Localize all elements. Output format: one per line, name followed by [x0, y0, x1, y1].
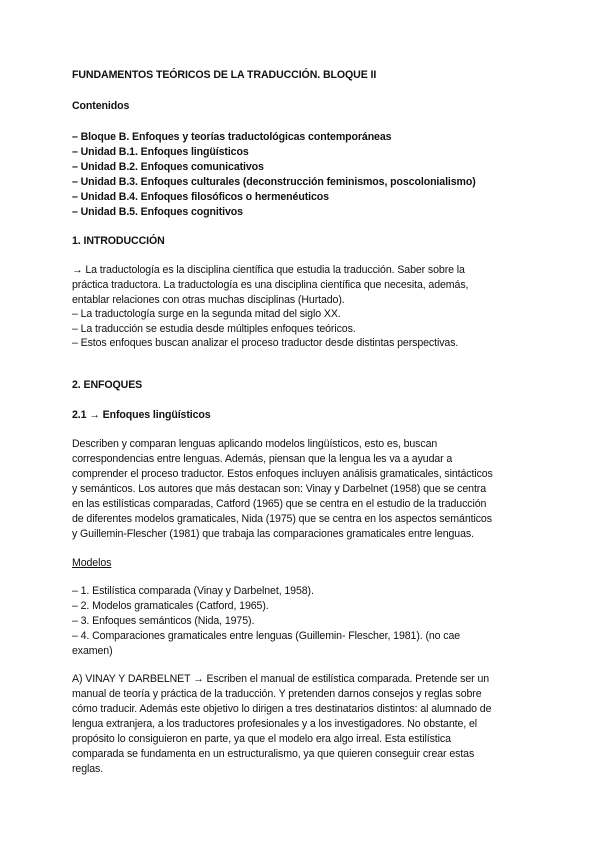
contents-item: – Unidad B.2. Enfoques comunicativos [72, 161, 264, 173]
paragraph-line: y semánticos. Los autores que más destacan son: Vinay y Darbelnet (1958) que se centra [72, 483, 487, 495]
vinay-line: reglas. [72, 763, 104, 775]
model-item: examen) [72, 645, 113, 657]
contents-item: – Unidad B.1. Enfoques lingüísticos [72, 146, 249, 158]
vinay-line: propósito lo consiguieron en parte, ya que el modelo era algo irreal. Esta estilística [72, 733, 451, 745]
paragraph-line: de diferentes modelos gramaticales, Nida (1975) que se centra en los aspectos semánticos [72, 513, 492, 525]
vinay-line: lengua extranjera, a los traductores profesionales y a los investigadores. No obstante, el [72, 718, 477, 730]
section-2-1-heading: 2.1 → Enfoques lingüísticos [72, 409, 211, 421]
contents-heading: Contenidos [72, 100, 130, 112]
paragraph-line: Describen y comparan lenguas aplicando modelos lingüísticos, esto es, buscan [72, 438, 438, 450]
contents-item: – Bloque B. Enfoques y teorías traductológicas contemporáneas [72, 131, 392, 143]
paragraph-line: correspondencias entre lenguas. Además, piensan que la lengua les va a ayudar a [72, 453, 453, 465]
contents-item: – Unidad B.5. Enfoques cognitivos [72, 206, 243, 218]
contents-item: – Unidad B.3. Enfoques culturales (deconstrucción feminismos, poscolonialismo) [72, 176, 476, 188]
contents-item: – Unidad B.4. Enfoques filosóficos o hermenéuticos [72, 191, 329, 203]
intro-line: → La traductología es la disciplina científica que estudia la traducción. Saber sobre la [72, 264, 465, 276]
intro-line: práctica traductora. La traductología es una disciplina científica que necesita, además, [72, 279, 469, 291]
intro-line: – La traducción se estudia desde múltiples enfoques teóricos. [72, 323, 356, 335]
section-2-heading: 2. ENFOQUES [72, 379, 143, 391]
vinay-line: A) VINAY Y DARBELNET → Escriben el manual de estilística comparada. Pretende ser un [72, 673, 490, 685]
intro-line: – La traductología surge en la segunda mitad del siglo XX. [72, 308, 341, 320]
models-heading: Modelos [72, 557, 112, 569]
vinay-line: cómo traducir. Además este objetivo lo dirigen a tres destinatarios distintos: al alumnado de [72, 703, 492, 715]
intro-line: – Estos enfoques buscan analizar el proceso traductor desde distintas perspectivas. [72, 337, 459, 349]
paragraph-line: comprender el proceso traductor. Estos enfoques incluyen análisis gramaticales, sintácticos [72, 468, 493, 480]
paragraph-line: y Guillemin-Flescher (1981) que trabaja las comparaciones gramaticales entre lenguas. [72, 528, 474, 540]
intro-line: entablar relaciones con otras muchas disciplinas (Hurtado). [72, 294, 345, 306]
model-item: – 3. Enfoques semánticos (Nida, 1975). [72, 615, 255, 627]
document-title: FUNDAMENTOS TEÓRICOS DE LA TRADUCCIÓN. BLOQUE II [72, 69, 377, 81]
vinay-line: manual de teoría y práctica de la traducción. Y pretenden darnos consejos y reglas sobre [72, 688, 482, 700]
model-item: – 1. Estilística comparada (Vinay y Darbelnet, 1958). [72, 585, 314, 597]
paragraph-line: en las estilísticas comparadas, Catford (1965) que se centra en el estudio de la traducción [72, 498, 487, 510]
section-1-heading: 1. INTRODUCCIÓN [72, 235, 165, 247]
model-item: – 4. Comparaciones gramaticales entre lenguas (Guillemin- Flescher, 1981). (no cae [72, 630, 461, 642]
vinay-line: comparada se fundamenta en un estructuralismo, ya que quieren conseguir crear estas [72, 748, 475, 760]
model-item: – 2. Modelos gramaticales (Catford, 1965). [72, 600, 269, 612]
